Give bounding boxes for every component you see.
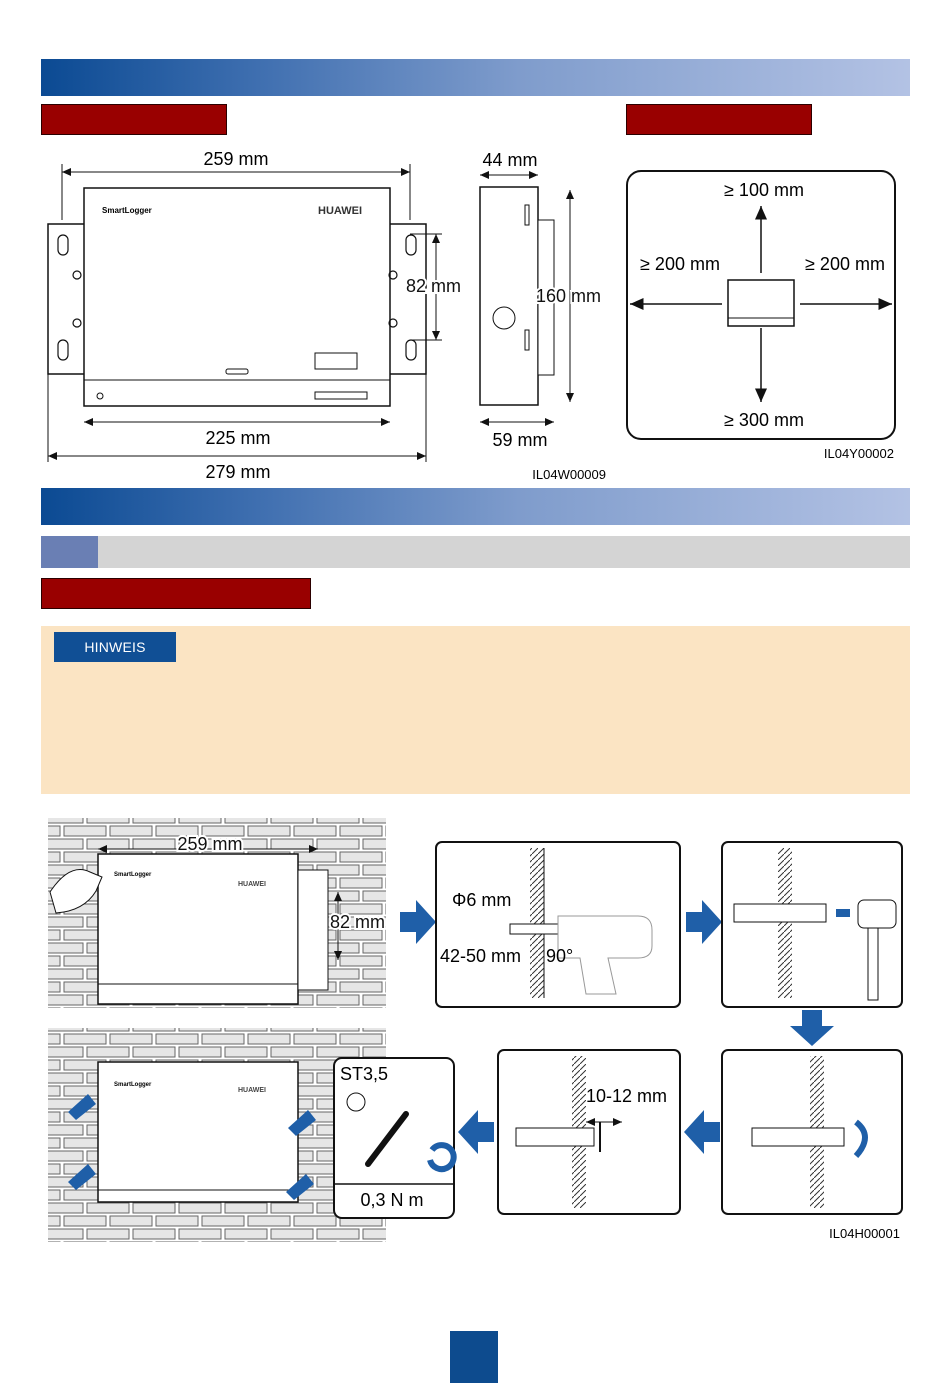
bottom-outer-label: 279 mm xyxy=(205,462,271,482)
brand-text: SmartLogger xyxy=(102,206,152,215)
step-arrow-left-2 xyxy=(458,1110,494,1154)
wall2-device-logo: HUAWEI xyxy=(238,1087,266,1094)
figure-id: IL04W00009 xyxy=(532,467,606,482)
subsection-number-chip xyxy=(41,536,98,568)
clearance-bottom: ≥ 300 mm xyxy=(724,410,804,430)
front-width-label: 259 mm xyxy=(203,149,269,169)
screw-type: ST3,5 xyxy=(340,1064,389,1084)
clearance-right: ≥ 200 mm xyxy=(805,254,885,274)
step-arrow-left-1 xyxy=(684,1110,720,1154)
anchor-icon xyxy=(734,904,826,922)
dimensions-drawing xyxy=(40,140,620,485)
protrude-label: 10-12 mm xyxy=(586,1086,668,1106)
drill-angle: 90° xyxy=(546,946,574,966)
device-front xyxy=(84,188,390,406)
section-header-band xyxy=(41,59,910,96)
step-arrow-right-2 xyxy=(686,900,722,944)
wall2-device-brand: SmartLogger xyxy=(114,1082,152,1088)
install-figure-id: IL04H00001 xyxy=(829,1226,900,1241)
logo-text: HUAWEI xyxy=(318,205,362,217)
clearance-drawing xyxy=(624,168,900,464)
note-tag: HINWEIS xyxy=(54,632,176,662)
wall-device-brand: SmartLogger xyxy=(114,872,152,878)
note-box xyxy=(41,626,910,794)
hole-spacing-label: 82 mm xyxy=(406,276,462,296)
device-icon xyxy=(728,280,794,326)
clearance-top: ≥ 100 mm xyxy=(724,180,804,200)
clearance-left: ≥ 200 mm xyxy=(640,254,720,274)
wall-width-label: 259 mm xyxy=(177,834,243,854)
side-height-label: 160 mm xyxy=(536,286,602,306)
installation-illustration xyxy=(40,812,910,1247)
torque-label: 0,3 N m xyxy=(360,1190,424,1210)
side-base-label: 59 mm xyxy=(492,430,548,450)
step-arrow-down xyxy=(790,1010,834,1046)
procedure-label xyxy=(41,578,311,609)
drill-diameter: Φ6 mm xyxy=(452,890,512,910)
drill-depth: 42-50 mm xyxy=(440,946,522,966)
section-header-band-2 xyxy=(41,488,910,525)
page-number-tab xyxy=(450,1331,498,1383)
subsection-bar xyxy=(41,536,910,568)
bottom-inner-label: 225 mm xyxy=(205,428,271,448)
dimensions-label xyxy=(41,104,227,135)
wall-height-label: 82 mm xyxy=(330,912,386,932)
step-arrow-right-1 xyxy=(400,900,436,944)
hammer-icon xyxy=(858,900,896,928)
side-depth-label: 44 mm xyxy=(482,150,538,170)
wall-device-logo: HUAWEI xyxy=(238,881,266,888)
clearance-figure-id: IL04Y00002 xyxy=(823,446,894,461)
clearance-label xyxy=(626,104,812,135)
